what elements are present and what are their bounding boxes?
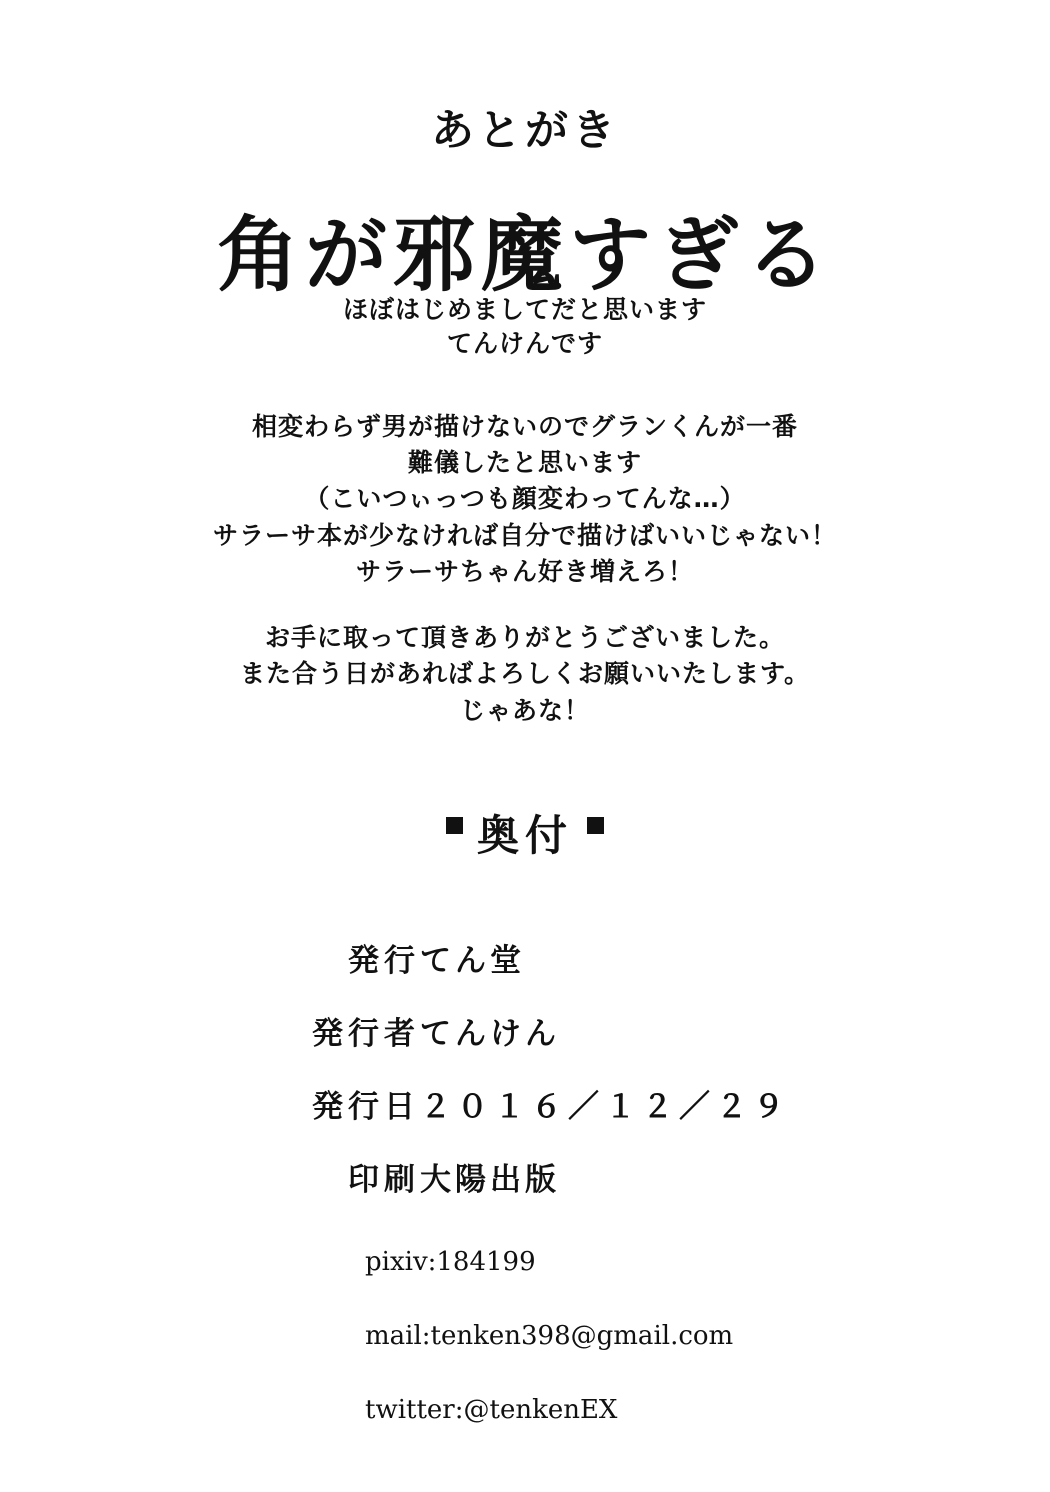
colophon-label: 印刷 (348, 1161, 420, 1198)
colophon-label: 発行日 (312, 1088, 420, 1125)
subtitle-block (0, 293, 1050, 361)
afterword-body-line: サラーサちゃん好き増えろ！ (355, 556, 694, 586)
contact-twitter: twitter:@tenkenEX (365, 1394, 618, 1425)
afterword-body-line: （こいつぃっつも顔変わってんな…） (304, 484, 746, 514)
table-row (0, 1140, 1050, 1213)
afterword-heading: あとがき (431, 106, 619, 156)
colophon-value: てん堂 (420, 942, 525, 979)
colophon-heading (0, 803, 1050, 863)
afterword-body-line: じゃあな！ (459, 695, 590, 725)
afterword-body (0, 409, 1050, 729)
colophon-value: てんけん (420, 1015, 560, 1052)
colophon-label: 発行 (348, 942, 420, 979)
colophon-table (0, 921, 1050, 1213)
table-row (0, 994, 1050, 1067)
afterword-body-line: 難儀したと思います (407, 448, 642, 478)
colophon-value: 大陽出版 (420, 1161, 560, 1198)
page-title: 角が邪魔すぎる (216, 208, 833, 304)
subtitle-line: ほぼはじめましてだと思います (342, 295, 707, 325)
afterword-body-line: 相変わらず男が描けないのでグランくんが一番 (251, 411, 798, 441)
square-bullet-icon (446, 817, 463, 834)
afterword-body-line: お手に取って頂きありがとうございました。 (264, 623, 785, 653)
afterword-body-spacer (0, 590, 1050, 620)
colophon-heading-label: 奥付 (476, 810, 573, 860)
afterword-body-line: また合う日があればよろしくお願いいたします。 (239, 659, 810, 689)
table-row (0, 1067, 1050, 1140)
subtitle-line: てんけんです (446, 329, 603, 359)
contact-pixiv: pixiv:184199 (365, 1246, 536, 1277)
square-bullet-icon (587, 817, 604, 834)
contact-mail: mail:tenken398@gmail.com (365, 1320, 734, 1351)
colophon-label: 発行者 (312, 1015, 420, 1052)
afterword-body-line: サラーサ本が少なければ自分で描けばいいじゃない！ (212, 520, 837, 550)
colophon-value-date: ２０１６／１２／２９ (420, 1088, 790, 1125)
table-row (0, 921, 1050, 994)
contact-block (0, 1246, 1050, 1425)
